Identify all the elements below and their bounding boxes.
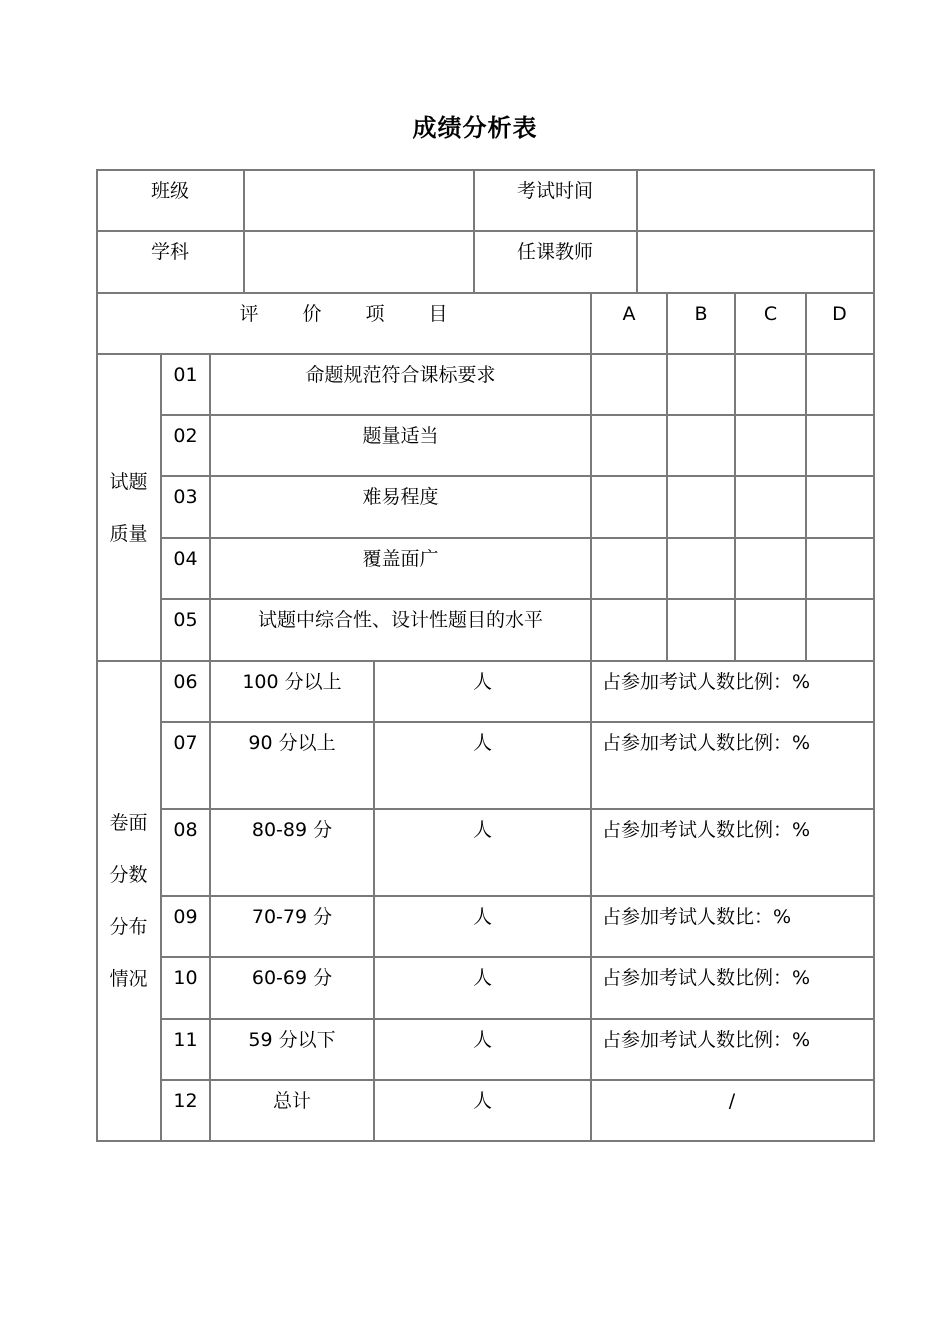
grade-c-cell[interactable] [735,476,806,538]
table-rule [590,292,592,1142]
table-rule [160,808,875,810]
quality-label-line: 试题 [109,470,148,493]
table-rule [160,598,875,600]
distribution-label-line: 情况 [109,968,148,990]
distribution-section-label [96,661,161,1141]
student-count-field[interactable]: 人 [472,671,492,693]
document-title: 成绩分析表 [412,114,538,142]
item-number: 05 [173,609,198,631]
ratio-field[interactable]: 占参加考试人数比：% [602,906,792,928]
table-rule [473,169,475,294]
grade-c-header: C [763,303,778,325]
quality-section-label [96,354,161,661]
distribution-label-line: 卷面 [109,812,148,834]
table-rule [666,292,668,662]
table-rule [160,1079,875,1081]
score-range: 100 分以上 [242,671,342,693]
grade-c-cell[interactable] [735,538,806,599]
grade-b-cell[interactable] [667,354,735,415]
grade-c-cell[interactable] [735,415,806,476]
table-rule [160,475,875,477]
grade-b-header: B [694,303,708,325]
quality-label-line: 质量 [109,522,148,545]
table-rule [160,537,875,539]
ratio-field[interactable]: / [728,1090,736,1112]
score-range: 80-89 分 [251,819,333,841]
item-description: 试题中综合性、设计性题目的水平 [257,609,543,631]
ratio-field[interactable]: 占参加考试人数比例：% [602,671,811,693]
grade-d-cell[interactable] [806,476,873,538]
table-rule [160,1018,875,1020]
teacher-field[interactable] [636,231,873,293]
table-rule [373,660,375,1142]
table-rule [160,353,162,1142]
grade-c-cell[interactable] [735,354,806,415]
table-rule [243,169,245,294]
grade-a-cell[interactable] [591,538,667,599]
grade-d-cell[interactable] [806,354,873,415]
row-number: 10 [173,967,198,989]
grade-b-cell[interactable] [667,415,735,476]
table-rule [96,660,875,662]
student-count-field[interactable]: 人 [472,967,492,989]
grade-d-header: D [832,303,847,325]
table-rule [160,956,875,958]
grade-d-cell[interactable] [806,415,873,476]
class-label: 班级 [150,180,189,202]
distribution-label-line: 分数 [109,864,148,886]
item-description: 题量适当 [362,425,439,447]
table-rule [160,721,875,723]
table-rule [96,169,98,1142]
score-range: 59 分以下 [248,1029,336,1051]
grade-d-cell[interactable] [806,599,873,661]
grade-a-cell[interactable] [591,599,667,661]
grade-a-cell[interactable] [591,354,667,415]
table-rule [160,414,875,416]
score-range: 90 分以上 [248,732,336,754]
grade-b-cell[interactable] [667,476,735,538]
table-rule [805,292,807,662]
ratio-field[interactable]: 占参加考试人数比例：% [602,732,811,754]
item-number: 01 [173,364,198,386]
row-number: 08 [173,819,198,841]
row-number: 09 [173,906,198,928]
student-count-field[interactable]: 人 [472,906,492,928]
grade-a-cell[interactable] [591,476,667,538]
score-range: 60-69 分 [251,967,333,989]
class-field[interactable] [244,170,474,231]
row-number: 07 [173,732,198,754]
exam-time-label: 考试时间 [516,180,593,202]
item-number: 03 [173,486,198,508]
grade-d-cell[interactable] [806,538,873,599]
student-count-field[interactable]: 人 [472,1029,492,1051]
evaluation-header-label: 评价项目 [239,303,492,325]
table-rule [96,353,875,355]
student-count-field[interactable]: 人 [472,732,492,754]
grade-a-cell[interactable] [591,415,667,476]
table-rule [96,230,875,232]
table-rule [636,169,638,294]
item-description: 难易程度 [362,486,439,508]
row-number: 11 [173,1029,198,1051]
score-range: 总计 [272,1090,311,1112]
table-rule [96,1140,875,1142]
table-rule [160,895,875,897]
item-description: 覆盖面广 [362,548,439,570]
item-number: 04 [173,548,198,570]
grade-b-cell[interactable] [667,599,735,661]
ratio-field[interactable]: 占参加考试人数比例：% [602,967,811,989]
table-rule [734,292,736,662]
grade-c-cell[interactable] [735,599,806,661]
row-number: 06 [173,671,198,693]
subject-label: 学科 [150,241,189,263]
table-rule [209,353,211,1142]
subject-field[interactable] [244,231,474,293]
grade-b-cell[interactable] [667,538,735,599]
student-count-field[interactable]: 人 [472,1090,492,1112]
item-description: 命题规范符合课标要求 [305,364,496,386]
table-rule [873,169,875,1142]
evaluation-header [96,293,591,354]
row-number: 12 [173,1090,198,1112]
ratio-field[interactable]: 占参加考试人数比例：% [602,819,811,841]
student-count-field[interactable]: 人 [472,819,492,841]
teacher-label: 任课教师 [516,241,593,263]
distribution-label-line: 分布 [109,916,148,938]
exam-time-field[interactable] [636,170,873,231]
score-range: 70-79 分 [251,906,333,928]
item-number: 02 [173,425,198,447]
ratio-field[interactable]: 占参加考试人数比例：% [602,1029,811,1051]
table-rule [96,169,875,171]
grade-a-header: A [622,303,636,325]
table-rule [96,292,875,294]
